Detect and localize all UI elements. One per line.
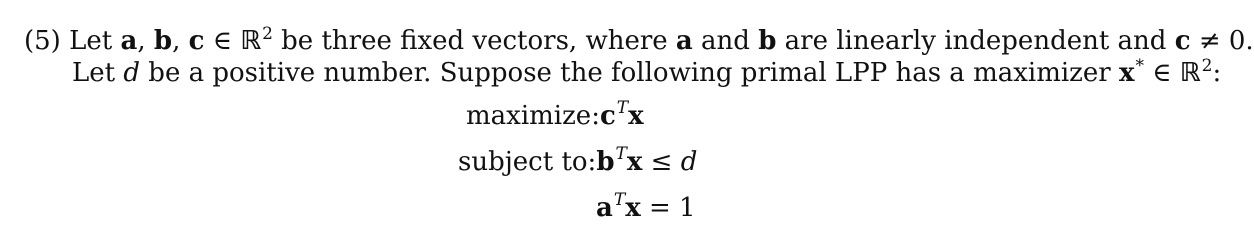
vector-x: x [626, 147, 643, 177]
transpose-superscript: T [613, 190, 626, 210]
vector-a: a [596, 193, 613, 223]
vector-x: x [1118, 58, 1135, 88]
vector-x: x [628, 101, 644, 131]
text-fragment: Let [72, 58, 124, 88]
problem-line-2 [72, 58, 1221, 91]
objective-label: maximize: [466, 101, 600, 131]
text-fragment: Let [60, 26, 121, 56]
text-fragment: and [692, 26, 759, 56]
real-numbers-symbol: ℝ [240, 26, 262, 56]
vector-c: c [599, 101, 616, 131]
objective-row [466, 100, 644, 135]
text-fragment: be three fixed vectors, where [272, 26, 676, 56]
transpose-superscript: T [615, 144, 627, 164]
constraint-row-2 [596, 192, 696, 227]
text-fragment: : [1212, 58, 1222, 88]
text-fragment: , [172, 26, 189, 56]
star-superscript: * [1135, 56, 1144, 76]
constraint-row-1 [458, 146, 697, 181]
variable-d: d [123, 58, 141, 88]
problem-number: (5) [24, 26, 61, 56]
element-of-symbol: ∈ [1143, 58, 1180, 88]
vector-b: b [153, 26, 173, 56]
problem-line-1 [24, 26, 1254, 59]
text-fragment: , [137, 26, 154, 56]
text-fragment: ≠ 0. [1190, 26, 1254, 56]
vector-b: b [596, 147, 615, 177]
exponent: 2 [1201, 56, 1213, 76]
exponent: 2 [262, 24, 273, 44]
variable-d: d [680, 147, 698, 177]
vector-a: a [120, 26, 138, 56]
equals-symbol: = [640, 193, 680, 223]
lpp-block [0, 100, 1200, 240]
leq-symbol: ≤ [642, 147, 681, 177]
vector-a: a [675, 26, 693, 56]
vector-b: b [758, 26, 777, 56]
real-numbers-symbol: ℝ [1179, 58, 1201, 88]
vector-x: x [625, 193, 641, 223]
text-fragment: be a positive number. Suppose the following primal LPP has a maximizer [140, 58, 1119, 88]
constraint-label: subject to: [458, 147, 597, 177]
element-of-symbol: ∈ [204, 26, 241, 56]
vector-c: c [188, 26, 205, 56]
text-fragment: are linearly independent and [776, 26, 1175, 56]
transpose-superscript: T [616, 98, 629, 118]
constant-one: 1 [679, 193, 696, 223]
vector-c: c [1174, 26, 1191, 56]
